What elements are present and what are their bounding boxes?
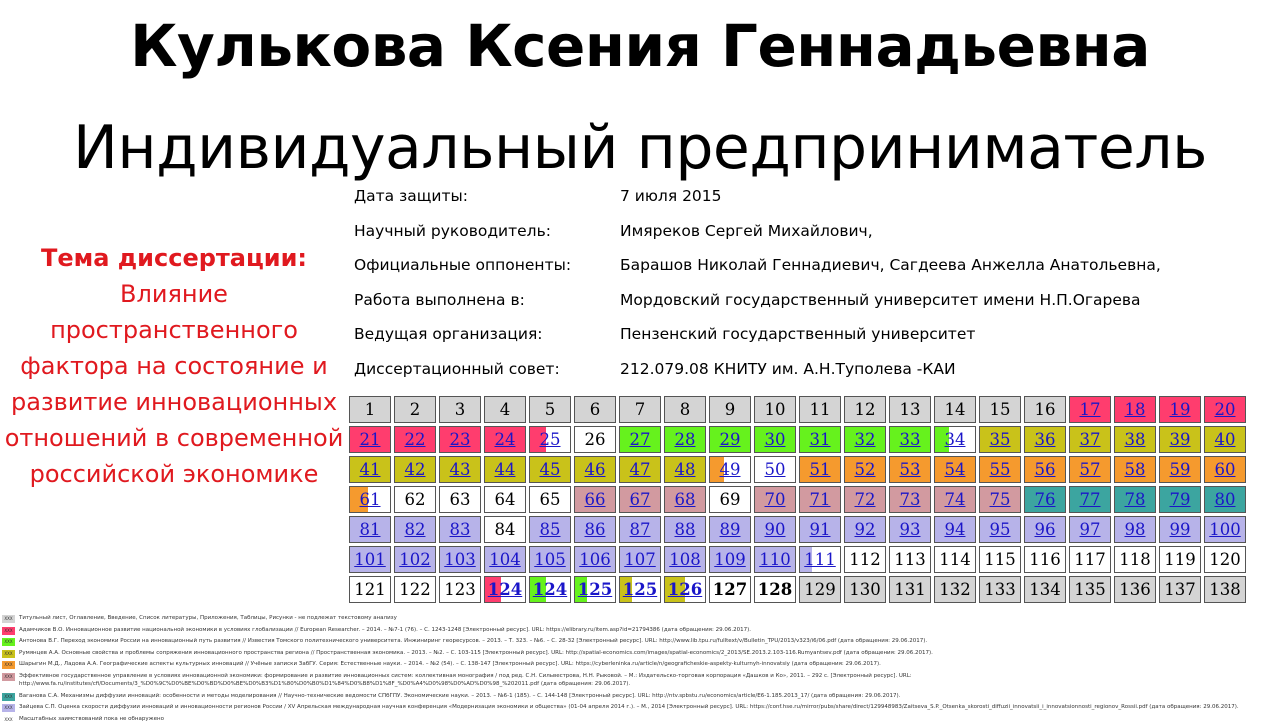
page-cell[interactable]: 86 [574, 516, 616, 543]
page-cell[interactable]: 108 [664, 546, 706, 573]
info-label: Официальные оппоненты: [354, 252, 571, 278]
page-cell[interactable]: 47 [619, 456, 661, 483]
info-value: 7 июля 2015 [620, 183, 722, 209]
grid-row [349, 426, 1246, 453]
page-cell[interactable]: 78 [1114, 486, 1156, 513]
info-label: Диссертационный совет: [354, 356, 560, 382]
page-cell: 11 [799, 396, 841, 423]
page-cell[interactable]: 79 [1159, 486, 1201, 513]
page-cell: 5 [529, 396, 571, 423]
page-cell: 128 [754, 576, 796, 603]
page-cell[interactable]: 105 [529, 546, 571, 573]
page-cell: 134 [1024, 576, 1066, 603]
page-cell[interactable]: 20 [1204, 396, 1246, 423]
page-cell: 119 [1159, 546, 1201, 573]
page-cell: 26 [574, 426, 616, 453]
page-cell[interactable]: 76 [1024, 486, 1066, 513]
grid-row [349, 456, 1246, 483]
page-cell[interactable]: 71 [799, 486, 841, 513]
grid-row [349, 516, 1246, 543]
page-cell[interactable]: 33 [889, 426, 931, 453]
page-cell[interactable]: 100 [1204, 516, 1246, 543]
page-cell: 130 [844, 576, 886, 603]
page-cell[interactable]: 111 [799, 546, 841, 573]
page-cell[interactable]: 24 [484, 426, 526, 453]
page-cell[interactable]: 77 [1069, 486, 1111, 513]
grid-row [349, 576, 1246, 603]
page-cell: 8 [664, 396, 706, 423]
page-cell[interactable]: 27 [619, 426, 661, 453]
page-cell[interactable]: 73 [889, 486, 931, 513]
page-cell[interactable]: 102 [394, 546, 436, 573]
page-cell: 122 [394, 576, 436, 603]
page-cell[interactable]: 106 [574, 546, 616, 573]
page-cell: 115 [979, 546, 1021, 573]
page-cell[interactable]: 70 [754, 486, 796, 513]
page-cell: 133 [979, 576, 1021, 603]
page-map-grid [346, 393, 1249, 606]
info-value: Мордовский государственный университет имени Н.П.Огарева [620, 287, 1141, 313]
page-cell: 117 [1069, 546, 1111, 573]
page-cell[interactable]: 90 [754, 516, 796, 543]
info-row-institution [354, 287, 1274, 322]
page-cell[interactable]: 89 [709, 516, 751, 543]
page-cell[interactable]: 107 [619, 546, 661, 573]
legend-swatch: XXX [2, 627, 15, 635]
page-cell[interactable]: 52 [844, 456, 886, 483]
page-cell[interactable]: 54 [934, 456, 976, 483]
page-cell[interactable]: 57 [1069, 456, 1111, 483]
page-cell[interactable]: 126 [664, 576, 706, 603]
page-cell: 84 [484, 516, 526, 543]
page-cell[interactable]: 43 [439, 456, 481, 483]
page-cell[interactable]: 125 [574, 576, 616, 603]
page-cell[interactable]: 85 [529, 516, 571, 543]
legend-row [0, 614, 1280, 626]
page-cell[interactable]: 97 [1069, 516, 1111, 543]
page-cell: 118 [1114, 546, 1156, 573]
theme-label: Тема диссертации: [4, 240, 344, 276]
page-cell[interactable]: 28 [664, 426, 706, 453]
page-cell[interactable]: 44 [484, 456, 526, 483]
page-cell: 15 [979, 396, 1021, 423]
legend-source-text: Ваганова С.А. Механизмы диффузии инноваций: особенности и методы моделирования // Научно-технические ведомости СПбГПУ. Экономические науки. – 2013. – №6-1 (185). – С. 144-148 [Электронный ресурс]. URL: http://ntv.spbstu.ru/economics/article/E6-1.185.2013_17/ (дата обращения: 29.06.2017). [19, 692, 1269, 700]
page-cell[interactable]: 72 [844, 486, 886, 513]
page-cell[interactable]: 40 [1204, 426, 1246, 453]
page-cell[interactable]: 35 [979, 426, 1021, 453]
info-row-leading-org [354, 321, 1274, 356]
page-cell: 6 [574, 396, 616, 423]
page-cell: 113 [889, 546, 931, 573]
page-cell: 9 [709, 396, 751, 423]
info-value: 212.079.08 КНИТУ им. А.Н.Туполева -КАИ [620, 356, 956, 382]
page-cell: 121 [349, 576, 391, 603]
grid-row [349, 486, 1246, 513]
legend-swatch: XXX [2, 693, 15, 701]
page-cell[interactable]: 91 [799, 516, 841, 543]
info-row-opponents [354, 252, 1274, 287]
page-cell: 114 [934, 546, 976, 573]
page-cell: 65 [529, 486, 571, 513]
page-cell: 64 [484, 486, 526, 513]
dissertation-info [354, 183, 1274, 390]
page-cell[interactable]: 38 [1114, 426, 1156, 453]
page-cell: 131 [889, 576, 931, 603]
page-cell[interactable]: 94 [934, 516, 976, 543]
info-value: Имяреков Сергей Михайлович, [620, 218, 873, 244]
source-legend [0, 614, 1280, 726]
page-cell: 7 [619, 396, 661, 423]
page-cell[interactable]: 55 [979, 456, 1021, 483]
info-row-supervisor [354, 218, 1274, 253]
legend-row [0, 692, 1280, 704]
page-cell: 10 [754, 396, 796, 423]
info-label: Ведущая организация: [354, 321, 543, 347]
page-cell[interactable]: 34 [934, 426, 976, 453]
page-cell[interactable]: 41 [349, 456, 391, 483]
page-cell[interactable]: 66 [574, 486, 616, 513]
theme-text: Влияние пространственного фактора на состояние и развитие инновационных отношений в современной российской экономике [4, 276, 344, 492]
legend-row [0, 626, 1280, 638]
legend-row [0, 703, 1280, 715]
page-cell[interactable]: 124 [484, 576, 526, 603]
person-name-heading: Кулькова Ксения Геннадьевна [0, 6, 1280, 86]
page-cell[interactable]: 45 [529, 456, 571, 483]
info-row-defense-date [354, 183, 1274, 218]
page-cell[interactable]: 81 [349, 516, 391, 543]
page-cell[interactable]: 53 [889, 456, 931, 483]
page-cell[interactable]: 103 [439, 546, 481, 573]
page-cell: 138 [1204, 576, 1246, 603]
page-cell[interactable]: 25 [529, 426, 571, 453]
page-cell[interactable]: 36 [1024, 426, 1066, 453]
legend-source-text: Эффективное государственное управление в условиях инновационной экономики: формирование и развитие инновационных систем: коллективная монография / под ред. С.Н. Сильвестрова, Н.Н. Рыковой. – М.: Издательско-торговая корпорация «Дашков и Ко», 2011. – 292 с. [Электронный ресурс]. URL: http://www.fa.ru/institutes/cfi/Documents/3_%D0%9C%D0%BE%D0%BD%D0%BE%D0%B3%D1%80%D0%B0%D1%84%D0%B8%D1%8F_%D0%A4%D0%98%D0%AD%D0%98_%202011.pdf (дата обращения: 29.06.2017). [19, 672, 1269, 688]
page-cell[interactable]: 17 [1069, 396, 1111, 423]
page-cell[interactable]: 124 [529, 576, 571, 603]
page-cell[interactable]: 39 [1159, 426, 1201, 453]
legend-swatch: XXX [2, 704, 15, 712]
grid-row [349, 546, 1246, 573]
legend-row [0, 660, 1280, 672]
page-cell[interactable]: 80 [1204, 486, 1246, 513]
legend-source-text: Масштабных заимствований пока не обнаружено [19, 715, 1269, 723]
page-cell[interactable]: 101 [349, 546, 391, 573]
page-cell[interactable]: 83 [439, 516, 481, 543]
legend-row [0, 649, 1280, 661]
page-cell: 132 [934, 576, 976, 603]
info-label: Научный руководитель: [354, 218, 551, 244]
page-cell: 3 [439, 396, 481, 423]
page-cell[interactable]: 46 [574, 456, 616, 483]
page-cell[interactable]: 87 [619, 516, 661, 543]
page-cell: 123 [439, 576, 481, 603]
page-cell: 13 [889, 396, 931, 423]
legend-source-text: Антонова В.Г. Переход экономики России на инновационный путь развития // Известия Томского политехнического университета. Инжиниринг георесурсов. – 2013. – Т. 323. – №6. – С. 28-32 [Электронный ресурс]. URL: http://www.lib.tpu.ru/fulltext/v/Bulletin_TPU/2013/v323/i6/06.pdf (дата обращения: 29.06.2017). [19, 637, 1269, 645]
page-cell: 112 [844, 546, 886, 573]
page-cell: 136 [1114, 576, 1156, 603]
page-cell[interactable]: 23 [439, 426, 481, 453]
page-cell[interactable]: 32 [844, 426, 886, 453]
legend-swatch: XXX [2, 615, 15, 623]
page-cell[interactable]: 31 [799, 426, 841, 453]
page-cell: 2 [394, 396, 436, 423]
page-cell[interactable]: 42 [394, 456, 436, 483]
page-cell[interactable]: 19 [1159, 396, 1201, 423]
page-cell[interactable]: 82 [394, 516, 436, 543]
info-label: Дата защиты: [354, 183, 468, 209]
page-cell[interactable]: 22 [394, 426, 436, 453]
page-cell[interactable]: 21 [349, 426, 391, 453]
page-cell[interactable]: 59 [1159, 456, 1201, 483]
legend-swatch: XXX [2, 650, 15, 658]
legend-row [0, 715, 1280, 726]
legend-swatch: XXX [2, 661, 15, 669]
info-value: Пензенский государственный университет [620, 321, 975, 347]
page-cell[interactable]: 56 [1024, 456, 1066, 483]
legend-source-text: Зайцева С.П. Оценка скорости диффузии инноваций и инновационности регионов России / XV Апрельская международная научная конференция «Модернизация экономики и общества» (01-04 апреля 2014 г.). – М., 2014 [Электронный ресурс]. URL: https://conf.hse.ru/mirror/pubs/share/direct/129948983/Zaitseva_S.P._Otsenka_skorosti_diffuzii_innovatsii_i_innovatsionnosti_regionov_Rossii.pdf (дата обращения: 29.06.2017). [19, 703, 1269, 711]
page-cell: 14 [934, 396, 976, 423]
page-cell[interactable]: 110 [754, 546, 796, 573]
page-cell[interactable]: 18 [1114, 396, 1156, 423]
legend-row [0, 637, 1280, 649]
page-cell[interactable]: 58 [1114, 456, 1156, 483]
legend-swatch: XXX [2, 716, 15, 724]
page-cell: 63 [439, 486, 481, 513]
page-cell[interactable]: 61 [349, 486, 391, 513]
page-cell[interactable]: 67 [619, 486, 661, 513]
page-cell[interactable]: 88 [664, 516, 706, 543]
page-cell[interactable]: 95 [979, 516, 1021, 543]
legend-source-text: Шарыгин М.Д., Ладова А.А. Географические аспекты культурных инноваций // Учёные записки ЗабГУ. Серия: Естественные науки. – 2014. – №2 (54). – С. 138-147 [Электронный ресурс]. URL: https://cyberleninka.ru/article/n/geograficheskie-aspekty-kulturnyh-innovatsiy (дата обращения: 29.06.2017). [19, 660, 1269, 668]
page-cell[interactable]: 98 [1114, 516, 1156, 543]
page-cell[interactable]: 51 [799, 456, 841, 483]
page-cell[interactable]: 68 [664, 486, 706, 513]
page-cell[interactable]: 109 [709, 546, 751, 573]
page-cell: 1 [349, 396, 391, 423]
page-cell: 62 [394, 486, 436, 513]
page-cell[interactable]: 93 [889, 516, 931, 543]
page-cell: 4 [484, 396, 526, 423]
page-cell[interactable]: 49 [709, 456, 751, 483]
page-cell[interactable]: 104 [484, 546, 526, 573]
page-cell[interactable]: 74 [934, 486, 976, 513]
info-row-council [354, 356, 1274, 391]
page-cell[interactable]: 48 [664, 456, 706, 483]
person-role-heading: Индивидуальный предприниматель [0, 108, 1280, 188]
legend-swatch: XXX [2, 638, 15, 646]
page-cell: 69 [709, 486, 751, 513]
dissertation-theme [4, 240, 344, 492]
legend-row [0, 672, 1280, 692]
page-cell: 127 [709, 576, 751, 603]
page-cell[interactable]: 75 [979, 486, 1021, 513]
legend-source-text: Титульный лист, Оглавление, Введение, Список литературы, Приложения, Таблицы, Рисунки - не подлежат текстовому анализу [19, 614, 1269, 622]
info-label: Работа выполнена в: [354, 287, 525, 313]
grid-row [349, 396, 1246, 423]
page-cell: 116 [1024, 546, 1066, 573]
page-cell[interactable]: 30 [754, 426, 796, 453]
page-cell[interactable]: 99 [1159, 516, 1201, 543]
page-cell[interactable]: 125 [619, 576, 661, 603]
legend-swatch: XXX [2, 673, 15, 681]
page-cell: 129 [799, 576, 841, 603]
info-value: Барашов Николай Геннадиевич, Сагдеева Анжелла Анатольевна, [620, 252, 1161, 278]
page-cell: 137 [1159, 576, 1201, 603]
page-cell: 120 [1204, 546, 1246, 573]
page-cell: 135 [1069, 576, 1111, 603]
page-cell: 12 [844, 396, 886, 423]
page-cell[interactable]: 37 [1069, 426, 1111, 453]
legend-source-text: Адамчиков В.О. Инновационное развитие национальной экономики в условиях глобализации // European Researcher. – 2014. – №7-1 (76). – С. 1243-1248 [Электронный ресурс]. URL: https://elibrary.ru/item.asp?id=21794386 (дата обращения: 29.06.2017). [19, 626, 1269, 634]
page-cell[interactable]: 96 [1024, 516, 1066, 543]
page-cell[interactable]: 60 [1204, 456, 1246, 483]
page-cell[interactable]: 92 [844, 516, 886, 543]
page-cell[interactable]: 29 [709, 426, 751, 453]
legend-source-text: Румянцев А.А. Основные свойства и проблемы сопряжения инновационного пространства региона // Пространственная экономика. – 2013. – №2. – С. 103-115 [Электронный ресурс]. URL: http://spatial-economics.com/images/spatial-economics/2_2013/SE.2013.2.103-116.Rumyantsev.pdf (дата обращения: 29.06.2017). [19, 649, 1269, 657]
page-cell[interactable]: 50 [754, 456, 796, 483]
page-cell: 16 [1024, 396, 1066, 423]
